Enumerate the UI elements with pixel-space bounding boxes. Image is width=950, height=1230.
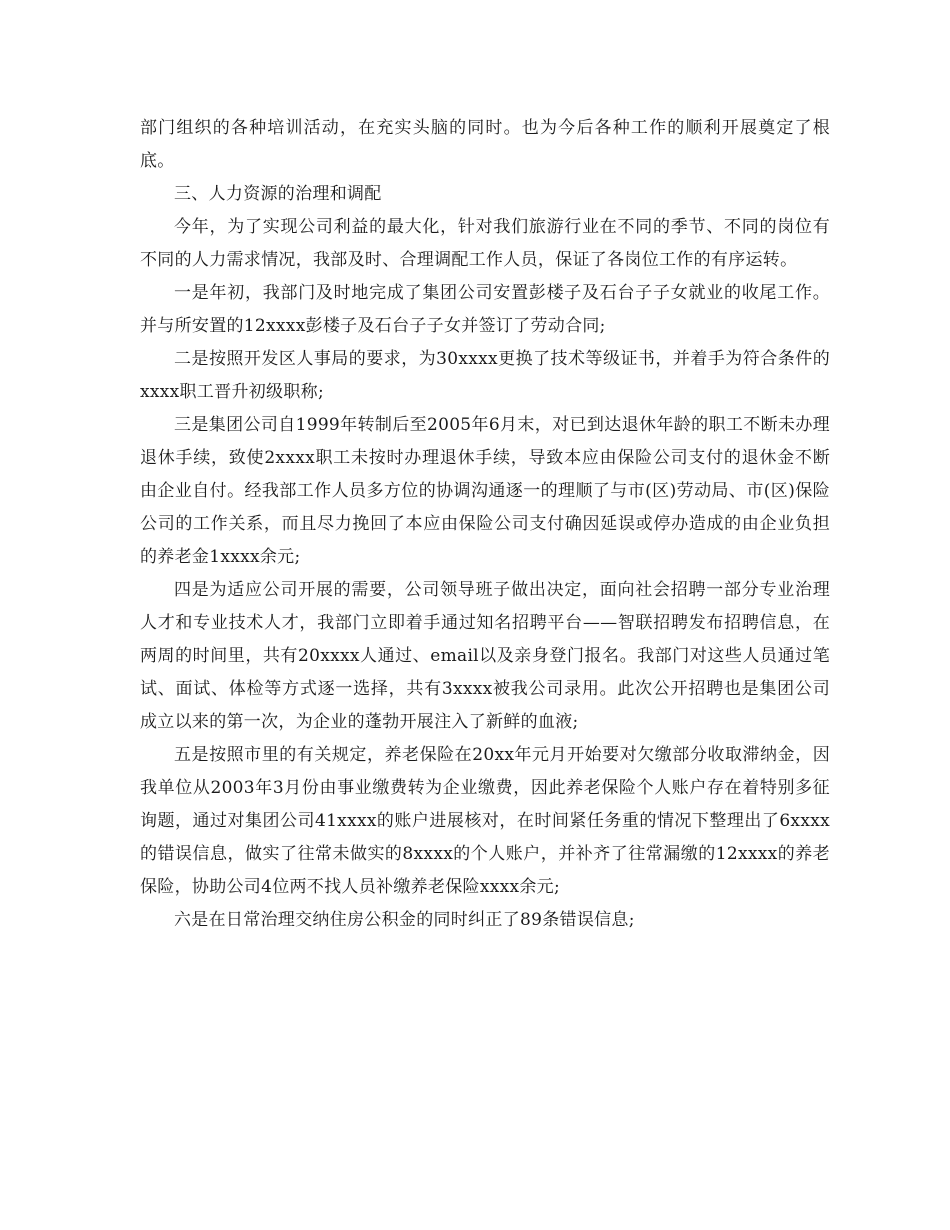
paragraph: 四是为适应公司开展的需要，公司领导班子做出决定，面向社会招聘一部分专业治理人才和专业技术人才，我部门立即着手通过知名招聘平台——智联招聘发布招聘信息，在两周的时间里，共有20xxxx人通过、email以及亲身登门报名。我部门对这些人员通过笔试、面试、体检等方式逐一选择，共有3xxxx被我公司录用。此次公开招聘也是集团公司成立以来的第一次，为企业的蓬勃开展注入了新鲜的血液;: [140, 580, 830, 732]
document-page: [140, 112, 830, 937]
paragraph: 三是集团公司自1999年转制后至2005年6月末，对已到达退休年龄的职工不断未办理退休手续，致使2xxxx职工未按时办理退休手续，导致本应由保险公司支付的退休金不断由企业自付。经我部工作人员多方位的协调沟通逐一的理顺了与市(区)劳动局、市(区)保险公司的工作关系，而且尽力挽回了本应由保险公司支付确因延误或停办造成的由企业负担的养老金1xxxx余元;: [140, 415, 830, 567]
paragraph: 一是年初，我部门及时地完成了集团公司安置彭楼子及石台子子女就业的收尾工作。并与所安置的12xxxx彭楼子及石台子子女并签订了劳动合同;: [140, 283, 830, 336]
paragraph: 今年，为了实现公司利益的最大化，针对我们旅游行业在不同的季节、不同的岗位有不同的人力需求情况，我部及时、合理调配工作人员，保证了各岗位工作的有序运转。: [140, 217, 830, 270]
paragraph: 二是按照开发区人事局的要求，为30xxxx更换了技术等级证书，并着手为符合条件的xxxx职工晋升初级职称;: [140, 349, 830, 402]
paragraph: 六是在日常治理交纳住房公积金的同时纠正了89条错误信息;: [174, 910, 635, 930]
section-heading: 三、人力资源的治理和调配: [174, 184, 382, 204]
paragraph: 五是按照市里的有关规定，养老保险在20xx年元月开始要对欠缴部分收取滞纳金，因我单位从2003年3月份由事业缴费转为企业缴费，因此养老保险个人账户存在着特别多征询题，通过对集团公司41xxxx的账户进展核对，在时间紧任务重的情况下整理出了6xxxx的错误信息，做实了往常未做实的8xxxx的个人账户，并补齐了往常漏缴的12xxxx的养老保险，协助公司4位两不找人员补缴养老保险xxxx余元;: [140, 745, 830, 897]
paragraph-continuation: 部门组织的各种培训活动，在充实头脑的同时。也为今后各种工作的顺利开展奠定了根底。: [140, 118, 830, 171]
